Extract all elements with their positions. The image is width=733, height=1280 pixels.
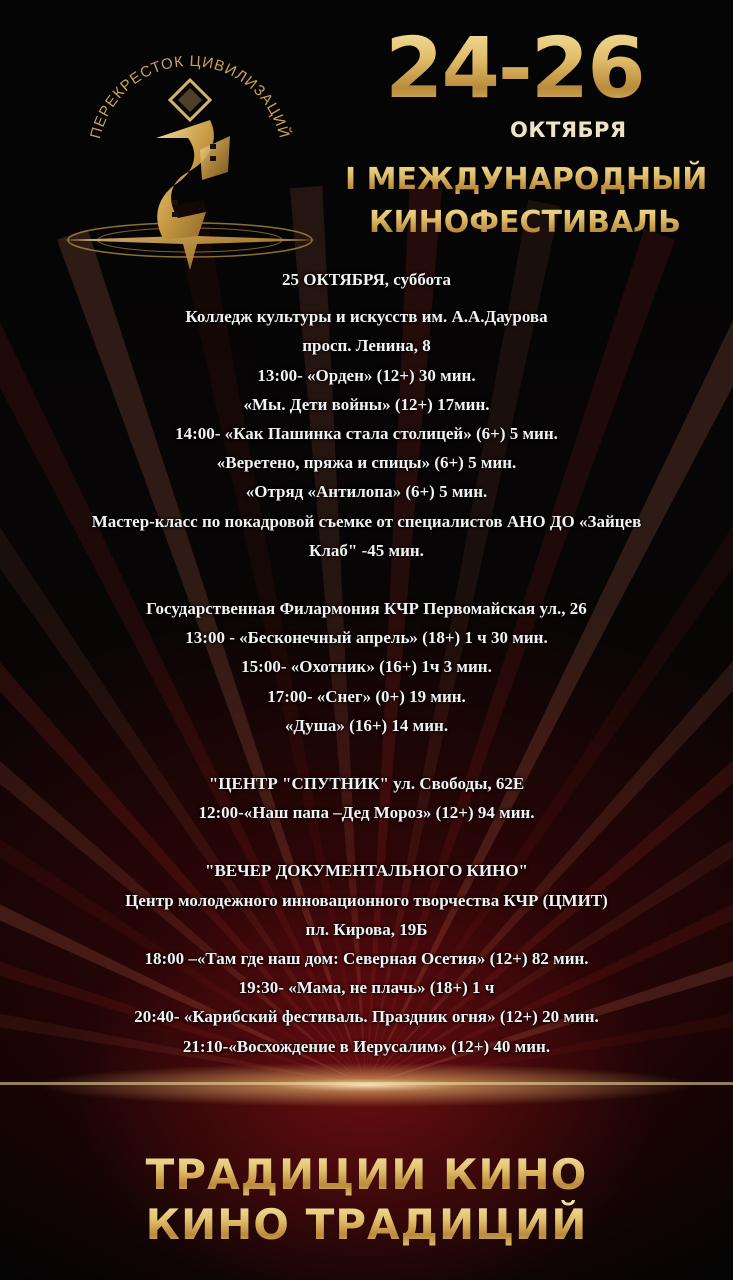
schedule-line: Клаб" -45 мин.: [309, 540, 424, 560]
program-schedule: [0, 265, 733, 1061]
schedule-line: 18:00 –«Там где наш дом: Северная Осетия» (12+) 82 мин.: [144, 949, 589, 969]
slogan-line: КИНО ТРАДИЦИЙ: [0, 1200, 733, 1250]
venue-block: [0, 769, 733, 827]
footer-slogan: [0, 1150, 733, 1250]
logo-ring-text: ПЕРЕКРЕСТОК ЦИВИЛИЗАЦИЙ: [87, 52, 293, 141]
schedule-line: «Веретено, пряжа и спицы» (6+) 5 мин.: [216, 453, 517, 473]
date-block: [385, 18, 665, 143]
venue-title: Государственная Филармония КЧР Первомайская ул., 26: [146, 599, 587, 619]
schedule-line: 13:00 - «Бесконечный апрель» (18+) 1 ч 30 мин.: [185, 628, 548, 648]
schedule-line: просп. Ленина, 8: [302, 336, 431, 356]
venue-separator: [0, 827, 733, 856]
schedule-line: 12:00-«Наш папа –Дед Мороз» (12+) 94 мин.: [198, 803, 535, 823]
slogan-line: ТРАДИЦИИ КИНО: [0, 1150, 733, 1200]
schedule-line: пл. Кирова, 19Б: [305, 919, 428, 939]
schedule-line: 17:00- «Снег» (0+) 19 мин.: [267, 686, 466, 706]
film-reel-logo-icon: [156, 80, 230, 240]
venue-block: [0, 594, 733, 740]
schedule-line: «Мы. Дети войны» (12+) 17мин.: [243, 394, 490, 414]
schedule-line: 15:00- «Охотник» (16+) 1ч 3 мин.: [241, 657, 492, 677]
schedule-line: 13:00- «Орден» (12+) 30 мин.: [257, 365, 476, 385]
date-range: 24-26: [385, 18, 665, 118]
venue-title: Колледж культуры и искусств им. А.А.Даурова: [185, 307, 548, 327]
schedule-line: 20:40- «Карибский фестиваль. Праздник огня» (12+) 20 мин.: [134, 1007, 599, 1027]
schedule-line: 14:00- «Как Пашинка стала столицей» (6+) 5 мин.: [175, 424, 558, 444]
venue-block: [0, 856, 733, 1060]
venue-block: [0, 302, 733, 565]
venue-title: "ЦЕНТР "СПУТНИК" ул. Свободы, 62Е: [208, 774, 525, 794]
schedule-line: 19:30- «Мама, не плачь» (18+) 1 ч: [238, 978, 495, 998]
month-label: ОКТЯБРЯ: [510, 118, 627, 142]
festival-title: [345, 158, 708, 244]
day-header: 25 ОКТЯБРЯ, суббота: [281, 270, 452, 289]
festival-title-line: I МЕЖДУНАРОДНЫЙ: [345, 158, 705, 201]
venue-separator: [0, 565, 733, 594]
venue-separator: [0, 740, 733, 769]
schedule-line: 21:10-«Восхождение в Иерусалим» (12+) 40 мин.: [182, 1036, 551, 1056]
festival-logo: [60, 40, 322, 272]
schedule-line: «Душа» (16+) 14 мин.: [284, 715, 449, 735]
schedule-line: Центр молодежного инновационного творчества КЧР (ЦМИТ): [125, 890, 608, 910]
schedule-line: Мастер-класс по покадровой съемке от специалистов АНО ДО «Зайцев: [91, 511, 642, 531]
venue-title: "ВЕЧЕР ДОКУМЕНТАЛЬНОГО КИНО": [205, 861, 528, 881]
festival-title-line: КИНОФЕСТИВАЛЬ: [345, 201, 705, 244]
schedule-line: «Отряд «Антилопа» (6+) 5 мин.: [245, 482, 488, 502]
